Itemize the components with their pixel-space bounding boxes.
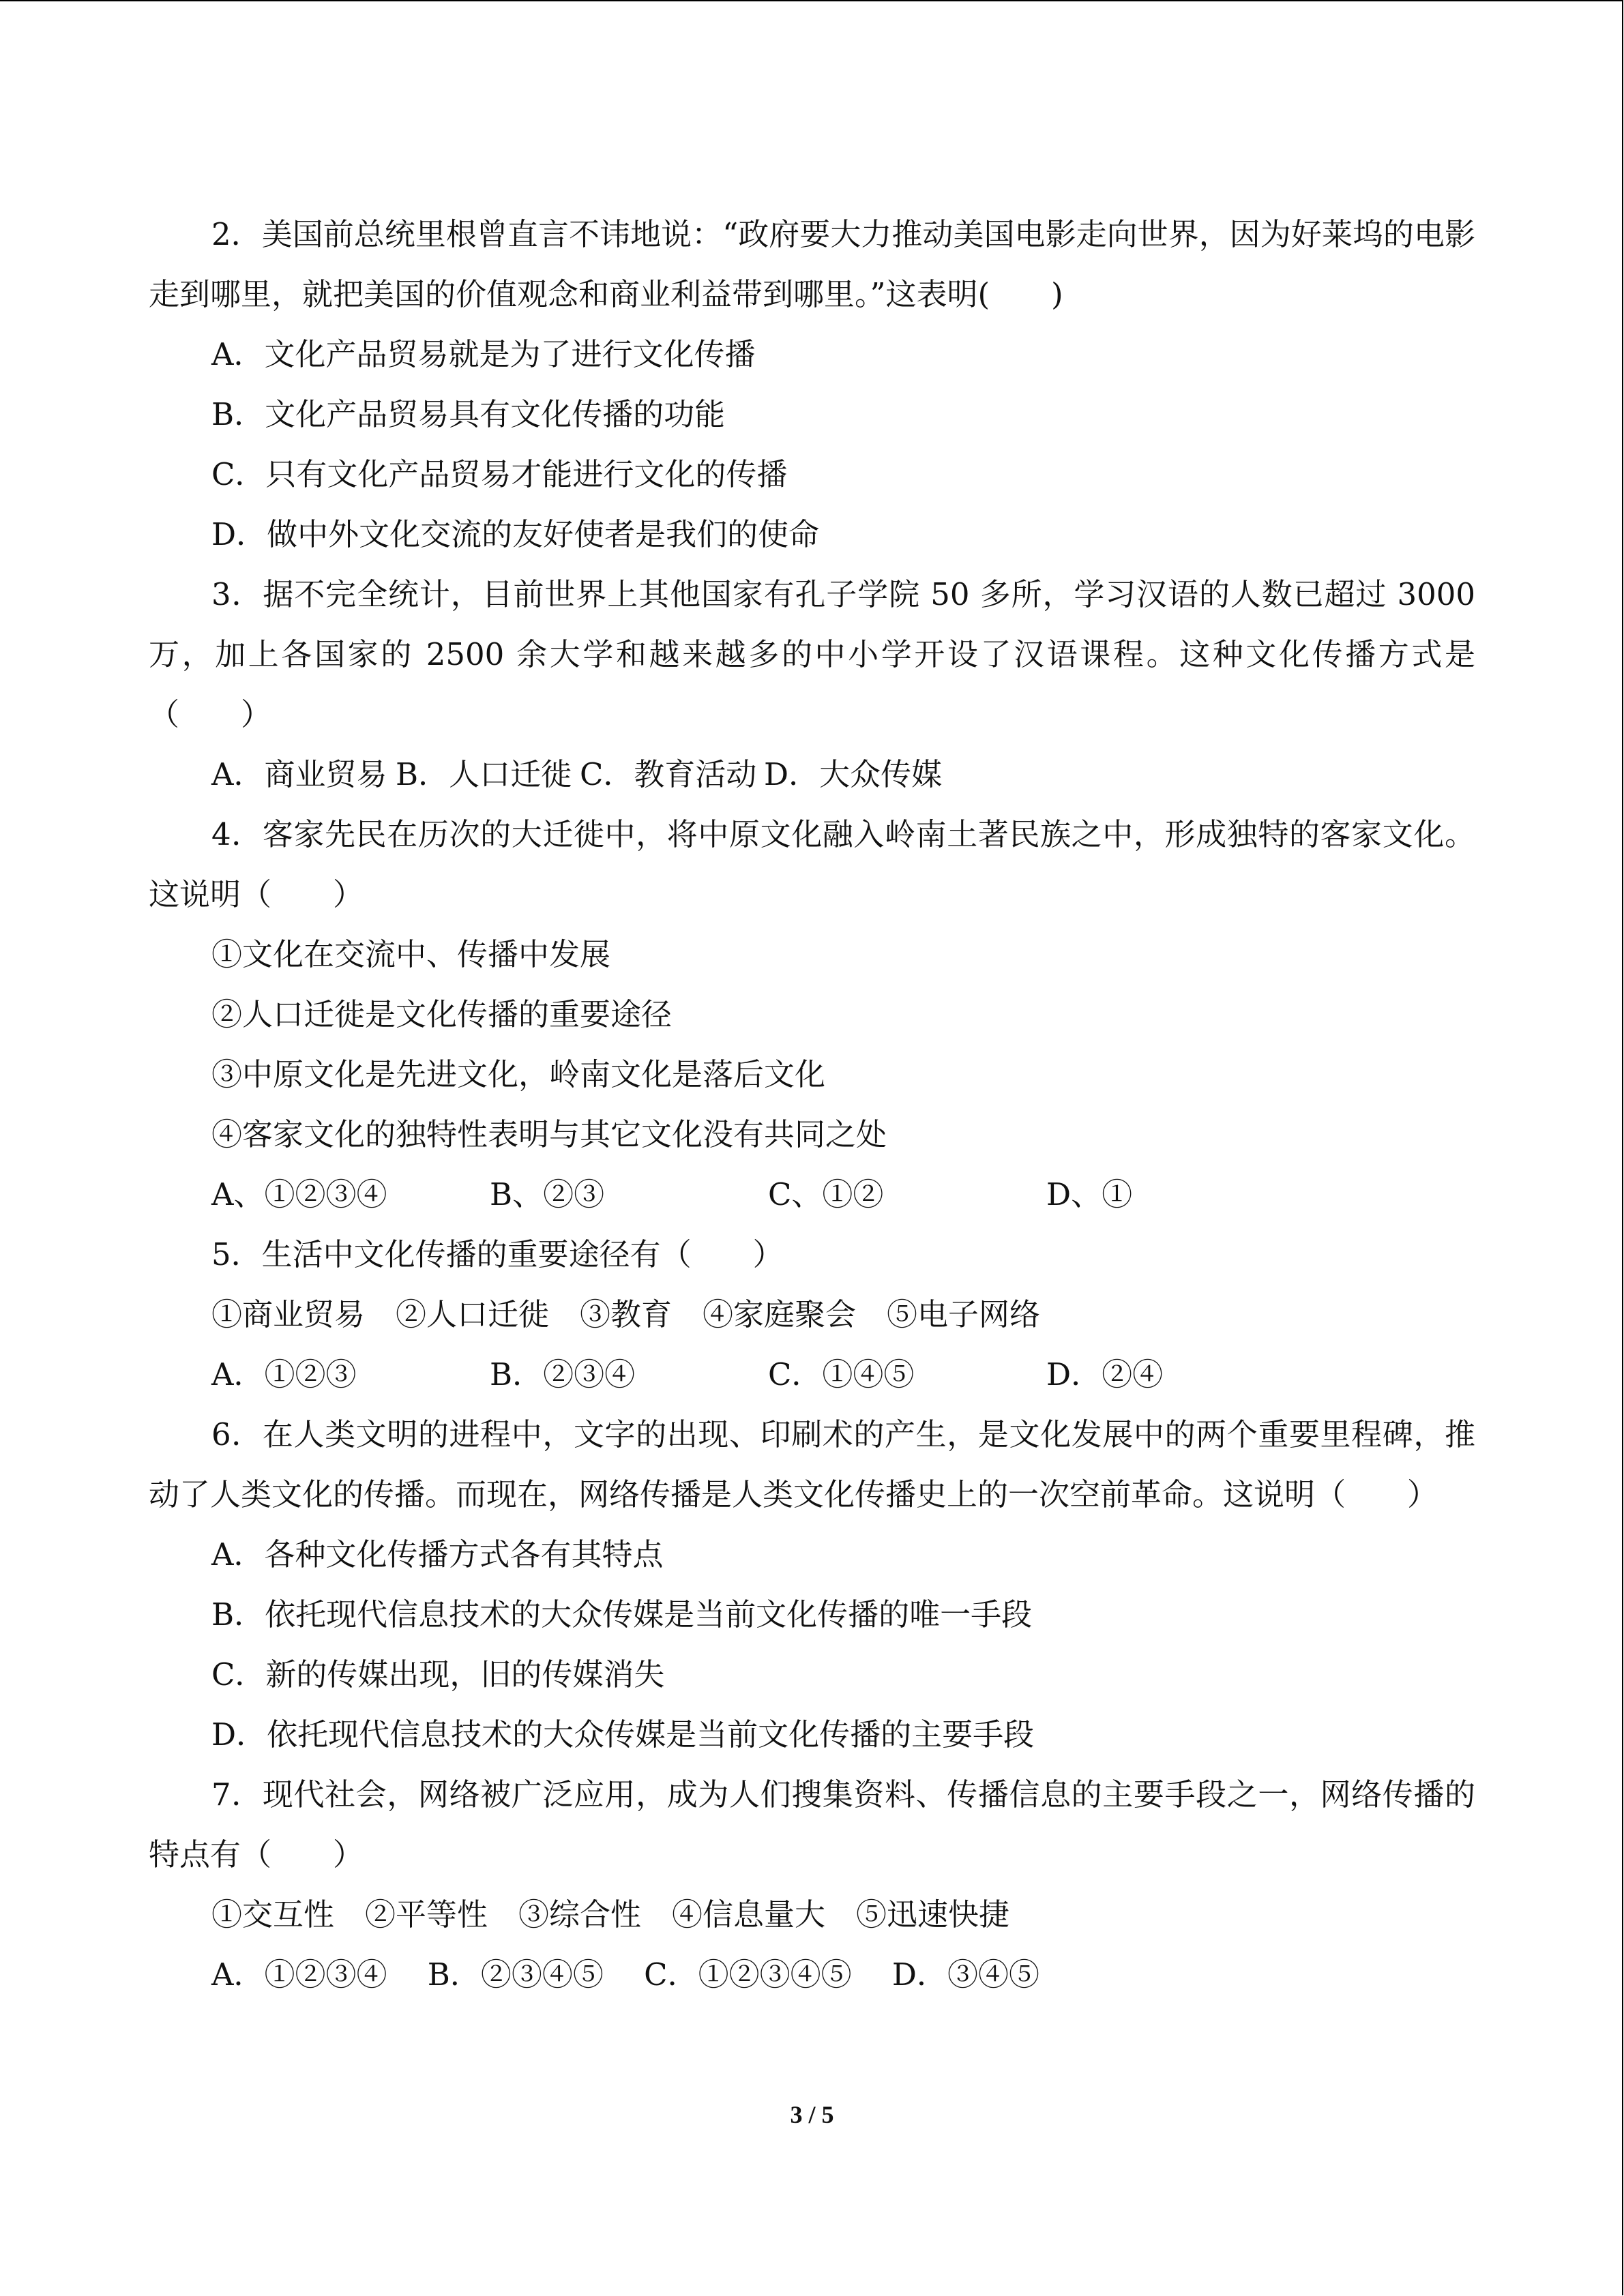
question-5-options xyxy=(149,1345,1475,1405)
question-6-option-a: A．各种文化传播方式各有其特点 xyxy=(211,1536,664,1572)
question-6-option-b: B．依托现代信息技术的大众传媒是当前文化传播的唯一手段 xyxy=(211,1596,1033,1632)
question-6-option-c: C．新的传媒出现，旧的传媒消失 xyxy=(211,1656,665,1693)
question-4-options xyxy=(149,1165,1475,1225)
question-4-statement-1: ①文化在交流中、传播中发展 xyxy=(211,936,611,972)
question-5-statements: ①商业贸易 ②人口迁徙 ③教育 ④家庭聚会 ⑤电子网络 xyxy=(211,1296,1041,1332)
question-4-option-c: C、①② xyxy=(768,1176,884,1212)
question-4-statement-2: ②人口迁徙是文化传播的重要途径 xyxy=(211,996,673,1032)
question-6-option-d: D．依托现代信息技术的大众传媒是当前文化传播的主要手段 xyxy=(211,1716,1035,1753)
question-2-option-a: A．文化产品贸易就是为了进行文化传播 xyxy=(211,336,756,372)
question-2-option-b: B．文化产品贸易具有文化传播的功能 xyxy=(211,396,726,432)
question-3-option-d: D．大众传媒 xyxy=(764,756,943,792)
question-7-statements: ①交互性 ②平等性 ③综合性 ④信息量大 ⑤迅速快捷 xyxy=(211,1896,1010,1933)
question-3-options xyxy=(149,745,1475,805)
question-3-stem: 3．据不完全统计，目前世界上其他国家有孔子学院 50 多所，学习汉语的人数已超过 3000 万，加上各国家的 2500 余大学和越来越多的中小学开设了汉语课程。这种文化传播方式是（ ） xyxy=(149,576,1475,732)
question-5-option-b: B．②③④ xyxy=(490,1356,636,1392)
question-5-option-a: A．①②③ xyxy=(211,1356,357,1392)
question-2-stem: 2．美国前总统里根曾直言不讳地说：“政府要大力推动美国电影走向世界，因为好莱坞的电影走到哪里，就把美国的价值观念和商业利益带到哪里。”这表明( ) xyxy=(149,216,1475,312)
question-6-stem: 6．在人类文明的进程中，文字的出现、印刷术的产生，是文化发展中的两个重要里程碑，推动了人类文化的传播。而现在，网络传播是人类文化传播史上的一次空前革命。这说明（ ） xyxy=(149,1416,1475,1512)
question-2-option-c: C．只有文化产品贸易才能进行文化的传播 xyxy=(211,456,788,492)
question-5-stem: 5．生活中文化传播的重要途径有（ ） xyxy=(211,1236,784,1272)
question-4-option-a: A、①②③④ xyxy=(211,1176,387,1212)
question-4-statement-4: ④客家文化的独特性表明与其它文化没有共同之处 xyxy=(211,1116,887,1152)
question-5-option-d: D．②④ xyxy=(1046,1356,1164,1392)
question-3-option-c: C．教育活动 xyxy=(580,756,757,792)
question-4-option-b: B、②③ xyxy=(490,1176,605,1212)
question-7-options: A．①②③④ B．②③④⑤ C．①②③④⑤ D．③④⑤ xyxy=(211,1956,1039,1993)
page-number: 3 / 5 xyxy=(790,2101,834,2128)
question-4-stem: 4．客家先民在历次的大迁徙中，将中原文化融入岭南土著民族之中，形成独特的客家文化。这说明（ ） xyxy=(149,816,1475,912)
question-2-option-d: D．做中外文化交流的友好使者是我们的使命 xyxy=(211,516,820,552)
question-4-statement-3: ③中原文化是先进文化，岭南文化是落后文化 xyxy=(211,1056,826,1092)
question-5-option-c: C．①④⑤ xyxy=(768,1356,915,1392)
question-4-option-d: D、① xyxy=(1046,1176,1133,1212)
question-3-option-a: A．商业贸易 xyxy=(211,756,387,792)
document-body xyxy=(149,205,1475,2005)
question-3-option-b: B．人口迁徙 xyxy=(396,756,572,792)
question-7-stem: 7．现代社会，网络被广泛应用，成为人们搜集资料、传播信息的主要手段之一，网络传播的特点有（ ） xyxy=(149,1776,1475,1873)
